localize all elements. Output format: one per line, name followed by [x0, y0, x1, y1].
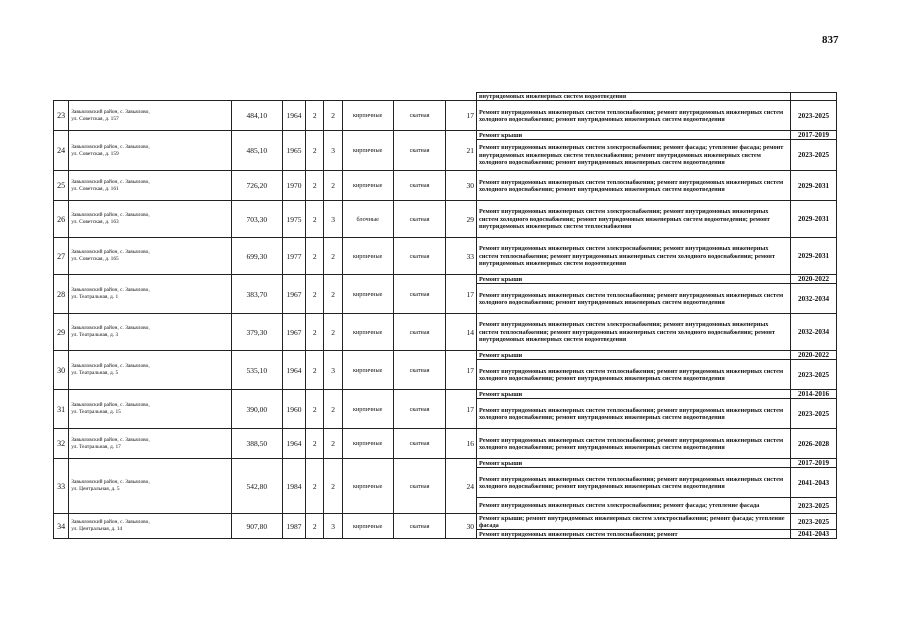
address-line-street: ул. Театральная, д. 3: [71, 332, 119, 339]
table-row: [54, 93, 837, 101]
row-number-cell: 23: [54, 101, 69, 131]
address-line-street: ул. Советская, д. 165: [71, 256, 119, 263]
address-line-district: Завьяловский район, с. Завьялово,: [71, 479, 150, 486]
row-number-cell: 34: [54, 514, 69, 539]
capital-repair-table: [53, 92, 837, 539]
work-cell: Ремонт внутридомовых инженерных систем теплоснабжения; ремонт внутридомовых инженерных систем холодного водоснабжения; ремонт внутридомовых инженерных систем водоотведения: [476, 171, 790, 201]
entrances-cell: 2: [324, 459, 342, 514]
work-cell: Ремонт крыши: [476, 131, 790, 140]
apartments-cell: 14: [446, 314, 477, 351]
roof-type-cell: скатная: [393, 275, 446, 314]
period-cell: 2029-2031: [791, 171, 837, 201]
row-number-cell: 28: [54, 275, 69, 314]
address-line-street: ул. Советская, д. 161: [71, 185, 119, 192]
floors-cell: 2: [306, 131, 324, 171]
roof-type-cell: скатная: [393, 459, 446, 514]
table-row: [54, 459, 837, 468]
row-number-cell: 31: [54, 390, 69, 429]
address-line-district: Завьяловский район, с. Завьялово,: [71, 436, 150, 443]
address-line-district: Завьяловский район, с. Завьялово,: [71, 287, 150, 294]
floors-cell: 2: [306, 275, 324, 314]
row-number-cell: 24: [54, 131, 69, 171]
table-row: [54, 131, 837, 140]
address-cell: [69, 429, 232, 459]
address-line-street: ул. Театральная, д. 17: [71, 443, 121, 450]
entrances-cell: 2: [324, 101, 342, 131]
entrances-cell: 2: [324, 314, 342, 351]
floors-cell: 2: [306, 459, 324, 514]
apartments-cell: 30: [446, 514, 477, 539]
period-cell: 2020-2022: [791, 351, 837, 360]
table-body: [54, 93, 837, 539]
year-cell: 1977: [282, 238, 305, 275]
address-line-district: Завьяловский район, с. Завьялово,: [71, 143, 150, 150]
apartments-cell: 24: [446, 459, 477, 514]
period-cell: 2041-2043: [791, 468, 837, 498]
year-cell: 1975: [282, 201, 305, 238]
address-line-street: ул. Центральная, д. 14: [71, 526, 123, 533]
period-cell: 2041-2043: [791, 530, 837, 539]
table-row: [54, 101, 837, 131]
year-cell: 1964: [282, 351, 305, 390]
address-cell: [69, 314, 232, 351]
address-line-district: Завьяловский район, с. Завьялово,: [71, 325, 150, 332]
wall-material-cell: кирпичные: [342, 171, 393, 201]
work-cell: Ремонт внутридомовых инженерных систем теплоснабжения; ремонт внутридомовых инженерных систем холодного водоснабжения; ремонт внутридомовых инженерных систем водоотведения: [476, 468, 790, 498]
floors-cell: 2: [306, 514, 324, 539]
address-line-street: ул. Театральная, д. 5: [71, 370, 119, 377]
address-line-street: ул. Театральная, д. 1: [71, 294, 119, 301]
work-cell: Ремонт внутридомовых инженерных систем электроснабжения; ремонт фасада; утепление фасада; ремонт внутридомовых инженерных систем теплоснабжения; ремонт внутридомовых инженерных систем холодного водоснабжения; ремонт внутридомовых инженерных систем водоотведения: [476, 140, 790, 171]
roof-type-cell: скатная: [393, 238, 446, 275]
table-row: [54, 390, 837, 399]
address-line-street: ул. Центральная, д. 5: [71, 486, 120, 493]
address-cell: [69, 390, 232, 429]
period-cell: 2023-2025: [791, 140, 837, 171]
area-cell: 907,80: [231, 514, 282, 539]
address-line-street: ул. Театральная, д. 15: [71, 409, 121, 416]
roof-type-cell: скатная: [393, 351, 446, 390]
apartments-cell: 33: [446, 238, 477, 275]
address-cell: [69, 459, 232, 514]
area-cell: 383,70: [231, 275, 282, 314]
wall-material-cell: кирпичные: [342, 101, 393, 131]
area-cell: 726,20: [231, 171, 282, 201]
wall-material-cell: кирпичные: [342, 131, 393, 171]
row-number-cell: 29: [54, 314, 69, 351]
entrances-cell: 2: [324, 275, 342, 314]
address-line-street: ул. Советская, д. 159: [71, 150, 119, 157]
roof-type-cell: скатная: [393, 101, 446, 131]
work-cell: Ремонт внутридомовых инженерных систем теплоснабжения; ремонт внутридомовых инженерных систем холодного водоснабжения; ремонт внутридомовых инженерных систем водоотведения: [476, 360, 790, 390]
floors-cell: 2: [306, 101, 324, 131]
row-number-cell: 33: [54, 459, 69, 514]
table-row: [54, 314, 837, 351]
wall-material-cell: кирпичные: [342, 238, 393, 275]
address-line-district: Завьяловский район, с. Завьялово,: [71, 178, 150, 185]
work-cell: Ремонт крыши: [476, 275, 790, 284]
roof-type-cell: скатная: [393, 131, 446, 171]
table-row: [54, 429, 837, 459]
floors-cell: 2: [306, 390, 324, 429]
row-number-cell: 32: [54, 429, 69, 459]
period-cell: 2017-2019: [791, 459, 837, 468]
table-row: [54, 351, 837, 360]
floors-cell: 2: [306, 429, 324, 459]
work-cell: Ремонт крыши: [476, 390, 790, 399]
work-cell: Ремонт внутридомовых инженерных систем электроснабжения; ремонт фасада; утепление фасада: [476, 498, 790, 514]
address-cell: [69, 101, 232, 131]
area-cell: 703,30: [231, 201, 282, 238]
apartments-cell: 17: [446, 101, 477, 131]
area-cell: 542,80: [231, 459, 282, 514]
area-cell: 379,30: [231, 314, 282, 351]
period-cell: 2023-2025: [791, 101, 837, 131]
work-cell: Ремонт внутридомовых инженерных систем теплоснабжения; ремонт внутридомовых инженерных систем холодного водоснабжения; ремонт внутридомовых инженерных систем водоотведения: [476, 101, 790, 131]
apartments-cell: 16: [446, 429, 477, 459]
address-cell: [69, 131, 232, 171]
entrances-cell: 2: [324, 390, 342, 429]
apartments-cell: 30: [446, 171, 477, 201]
wall-material-cell: кирпичные: [342, 459, 393, 514]
wall-material-cell: кирпичные: [342, 275, 393, 314]
address-line-street: ул. Советская, д. 157: [71, 115, 119, 122]
work-cell: Ремонт крыши: [476, 459, 790, 468]
area-cell: 390,00: [231, 390, 282, 429]
floors-cell: 2: [306, 171, 324, 201]
period-cell: 2023-2025: [791, 514, 837, 530]
address-cell: [69, 351, 232, 390]
wall-material-cell: кирпичные: [342, 351, 393, 390]
period-cell: 2032-2034: [791, 284, 837, 314]
address-cell: [69, 201, 232, 238]
area-cell: 699,30: [231, 238, 282, 275]
period-cell: 2026-2028: [791, 429, 837, 459]
address-line-district: Завьяловский район, с. Завьялово,: [71, 108, 150, 115]
address-cell: [69, 275, 232, 314]
area-cell: 484,10: [231, 101, 282, 131]
wall-material-cell: кирпичные: [342, 314, 393, 351]
row-number-cell: 30: [54, 351, 69, 390]
period-cell: 2032-2034: [791, 314, 837, 351]
roof-type-cell: скатная: [393, 171, 446, 201]
work-cell: Ремонт внутридомовых инженерных систем электроснабжения; ремонт внутридомовых инженерных систем холодного водоснабжения; ремонт внутридомовых инженерных систем водоотведения; ремонт внутридомовых инженерных систем теплоснабжения: [476, 201, 790, 238]
entrances-cell: 2: [324, 429, 342, 459]
roof-type-cell: скатная: [393, 390, 446, 429]
address-line-district: Завьяловский район, с. Завьялово,: [71, 363, 150, 370]
work-cell: Ремонт внутридомовых инженерных систем теплоснабжения; ремонт: [476, 530, 790, 539]
table-row: [54, 171, 837, 201]
roof-type-cell: скатная: [393, 514, 446, 539]
work-cell: внутридомовых инженерных систем водоотведения: [476, 93, 790, 101]
entrances-cell: 3: [324, 131, 342, 171]
table-row: [54, 514, 837, 530]
work-cell: Ремонт внутридомовых инженерных систем электроснабжения; ремонт внутридомовых инженерных систем теплоснабжения; ремонт внутридомовых инженерных систем холодного водоснабжения; ремонт внутридомовых инженерных систем водоотведения: [476, 238, 790, 275]
work-cell: Ремонт внутридомовых инженерных систем электроснабжения; ремонт внутридомовых инженерных систем теплоснабжения; ремонт внутридомовых инженерных систем холодного водоснабжения; ремонт внутридомовых инженерных систем водоотведения: [476, 314, 790, 351]
entrances-cell: 3: [324, 514, 342, 539]
work-cell: Ремонт крыши; ремонт внутридомовых инженерных систем электроснабжения; ремонт фасада; утепление фасада: [476, 514, 790, 530]
apartments-cell: 21: [446, 131, 477, 171]
table-row: [54, 238, 837, 275]
table-row: [54, 201, 837, 238]
apartments-cell: 17: [446, 351, 477, 390]
floors-cell: 2: [306, 314, 324, 351]
year-cell: 1965: [282, 131, 305, 171]
roof-type-cell: скатная: [393, 314, 446, 351]
floors-cell: 2: [306, 201, 324, 238]
work-cell: Ремонт внутридомовых инженерных систем теплоснабжения; ремонт внутридомовых инженерных систем холодного водоснабжения; ремонт внутридомовых инженерных систем водоотведения: [476, 429, 790, 459]
floors-cell: 2: [306, 238, 324, 275]
period-cell: 2029-2031: [791, 201, 837, 238]
period-cell: 2023-2025: [791, 498, 837, 514]
apartments-cell: 29: [446, 201, 477, 238]
roof-type-cell: скатная: [393, 201, 446, 238]
entrances-cell: 3: [324, 351, 342, 390]
period-cell: 2029-2031: [791, 238, 837, 275]
row-number-cell: 26: [54, 201, 69, 238]
wall-material-cell: кирпичные: [342, 429, 393, 459]
area-cell: 388,50: [231, 429, 282, 459]
year-cell: 1964: [282, 101, 305, 131]
address-cell: [69, 238, 232, 275]
year-cell: 1987: [282, 514, 305, 539]
period-cell: 2023-2025: [791, 360, 837, 390]
year-cell: 1964: [282, 429, 305, 459]
address-line-street: ул. Советская, д. 163: [71, 219, 119, 226]
table-row: [54, 275, 837, 284]
address-line-district: Завьяловский район, с. Завьялово,: [71, 212, 150, 219]
period-cell: 2020-2022: [791, 275, 837, 284]
address-cell: [69, 514, 232, 539]
work-cell: Ремонт внутридомовых инженерных систем теплоснабжения; ремонт внутридомовых инженерных систем холодного водоснабжения; ремонт внутридомовых инженерных систем водоотведения: [476, 399, 790, 429]
wall-material-cell: блочные: [342, 201, 393, 238]
wall-material-cell: кирпичные: [342, 514, 393, 539]
period-cell: [791, 93, 837, 101]
roof-type-cell: скатная: [393, 429, 446, 459]
period-cell: 2017-2019: [791, 131, 837, 140]
address-cell: [69, 171, 232, 201]
entrances-cell: 2: [324, 171, 342, 201]
apartments-cell: 17: [446, 390, 477, 429]
work-cell: Ремонт внутридомовых инженерных систем теплоснабжения; ремонт внутридомовых инженерных систем холодного водоснабжения; ремонт внутридомовых инженерных систем водоотведения: [476, 284, 790, 314]
year-cell: 1984: [282, 459, 305, 514]
year-cell: 1967: [282, 275, 305, 314]
period-cell: 2014-2016: [791, 390, 837, 399]
year-cell: 1970: [282, 171, 305, 201]
address-line-district: Завьяловский район, с. Завьялово,: [71, 402, 150, 409]
address-line-district: Завьяловский район, с. Завьялово,: [71, 519, 150, 526]
address-line-district: Завьяловский район, с. Завьялово,: [71, 249, 150, 256]
apartments-cell: 17: [446, 275, 477, 314]
row-number-cell: 25: [54, 171, 69, 201]
area-cell: 535,10: [231, 351, 282, 390]
wall-material-cell: кирпичные: [342, 390, 393, 429]
page-number: 837: [822, 34, 839, 46]
work-cell: Ремонт крыши: [476, 351, 790, 360]
floors-cell: 2: [306, 351, 324, 390]
year-cell: 1967: [282, 314, 305, 351]
area-cell: 485,10: [231, 131, 282, 171]
entrances-cell: 3: [324, 201, 342, 238]
entrances-cell: 2: [324, 238, 342, 275]
year-cell: 1960: [282, 390, 305, 429]
period-cell: 2023-2025: [791, 399, 837, 429]
row-number-cell: 27: [54, 238, 69, 275]
empty-cell: [54, 93, 477, 101]
